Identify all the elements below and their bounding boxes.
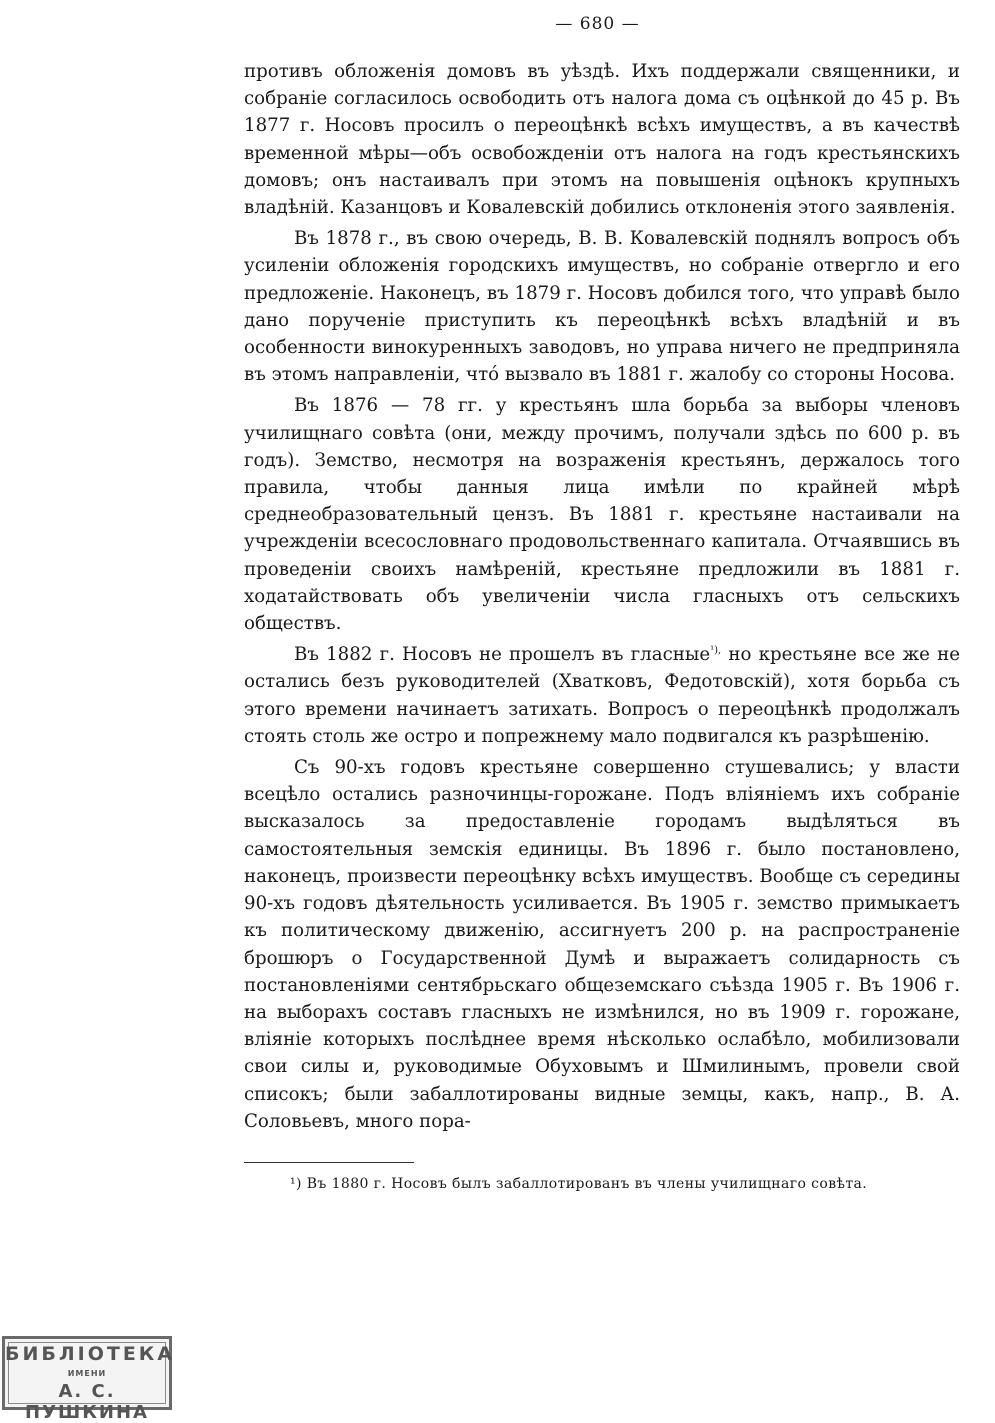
paragraph-1: противъ обложенія домовъ въ уѣздѣ. Ихъ поддержали священники, и собраніе согласилось освободить отъ налога дома съ оцѣнкой до 45 р. Въ 1877 г. Носовъ просилъ о переоцѣнкѣ всѣхъ имуществъ, а въ качествѣ временной мѣры—объ освобожденіи отъ налога на годъ крестьянскихъ домовъ; онъ настаивалъ при этомъ на повышенія оцѣнокъ крупныхъ владѣній. Казанцовъ и Ковалевскій добились отклоненія этого заявленія. bbox=[244, 61, 960, 219]
paragraph-5: Съ 90-хъ годовъ крестьяне совершенно стушевались; у власти всецѣло остались разночинцы-горожане. Подъ вліяніемъ ихъ собраніе высказалось за предоставленіе городамъ выдѣляться въ самостоятельныя земскія единицы. Въ 1896 г. было постановлено, наконецъ, произвести переоцѣнку всѣхъ имуществъ. Вообще съ середины 90-хъ годовъ дѣятельность усиливается. Въ 1905 г. земство примыкаетъ къ политическому движенію, ассигнуетъ 200 р. на распространеніе брошюръ о Государственной Думѣ и выражаетъ солидарность съ постановленіями сентябрьскаго общеземскаго съѣзда 1905 г. Въ 1906 г. на выборахъ составъ гласныхъ не измѣнился, но въ 1909 г. горожане, вліяніе которыхъ послѣднее время нѣсколько ослабѣло, мобилизовали свои силы и, руководимые Обуховымъ и Шмилинымъ, провели свой списокъ; были забаллотированы видные земцы, какъ, напр., В. А. Соловьевъ, много пора- bbox=[244, 757, 960, 1132]
library-stamp bbox=[2, 1336, 176, 1423]
footnote-text: Въ 1880 г. Носовъ былъ забаллотированъ въ члены училищнаго совѣта. bbox=[306, 1176, 868, 1192]
body-text bbox=[244, 58, 960, 1139]
paragraph-4-start: Въ 1882 г. Носовъ не прошелъ въ гласные bbox=[294, 644, 711, 666]
footnote-reference: ¹), bbox=[710, 645, 722, 657]
paragraph-4-rest: но крестьяне все же не остались безъ руководителей (Хватковъ, Федотовскій), хотя борьба съ этого времени начинаетъ затихать. Вопросъ о переоцѣнкѣ продолжалъ стоять столь же остро и попрежнему мало подвигался къ разрѣшенію. bbox=[244, 644, 960, 747]
footnote-divider bbox=[244, 1162, 414, 1163]
paragraph-3: Въ 1876 — 78 гг. у крестьянъ шла борьба за выборы членовъ училищнаго совѣта (они, между прочимъ, получали здѣсь по 600 р. въ годъ). Земство, несмотря на возраженія крестьянъ, держалось того правила, чтобы данныя лица имѣли по крайней мѣрѣ среднеобразовательный цензъ. Въ 1881 г. крестьяне настаивали на учрежденіи всесословнаго продовольственнаго капитала. Отчаявшись въ проведеніи своихъ намѣреній, крестьяне предложили въ 1881 г. ходатайствовать объ увеличеніи числа гласныхъ отъ сельскихъ обществъ. bbox=[244, 395, 960, 635]
stamp-line-3: А. С. ПУШКИНА bbox=[25, 1381, 149, 1423]
paragraph-4 bbox=[244, 641, 960, 750]
paragraph-2: Въ 1878 г., въ свою очередь, В. В. Ковалевскій поднялъ вопросъ объ усиленіи обложенія городскихъ имуществъ, но собраніе отвергло и его предложеніе. Наконецъ, въ 1879 г. Носовъ добился того, что управѣ было дано порученіе приступить къ переоцѣнкѣ всѣхъ владѣній и въ особенности винокуренныхъ заводовъ, но управа ничего не предприняла въ этомъ направленіи, что́ вызвало въ 1881 г. жалобу со стороны Носова. bbox=[244, 228, 960, 386]
stamp-line-1: БИБЛІОТЕКА bbox=[5, 1343, 176, 1365]
stamp-line-2: ИМЕНИ bbox=[67, 1369, 107, 1378]
page-number: — 680 — bbox=[555, 14, 640, 34]
footnote-marker: ¹) bbox=[290, 1176, 302, 1192]
footnote bbox=[290, 1176, 867, 1192]
